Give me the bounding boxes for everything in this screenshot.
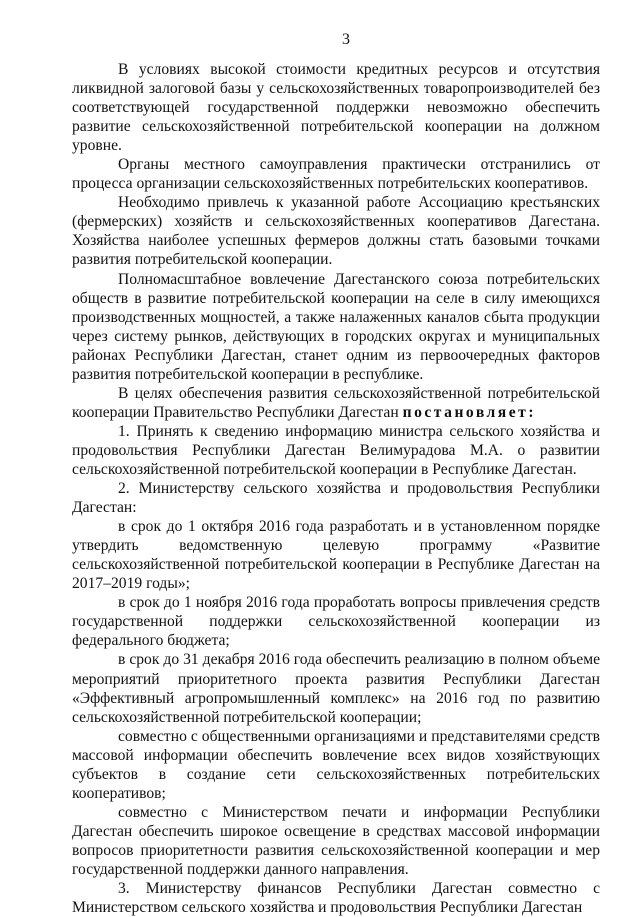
item-2-priority-project: в срок до 31 декабря 2016 года обеспечить реализацию в полном объеме мероприятий приоритетного проекта развития Республики Дагестан «Эффективный агропромышленный комплекс» на 2016 год по развитию сельскохозяйственной потребительской кооперации;	[72, 651, 600, 726]
paragraph-credit-resources: В условиях высокой стоимости кредитных ресурсов и отсутствия ликвидной залоговой базы у сельскохозяйственных товаропроизводителей без соответствующей государственной поддержки невозможно обеспечить развитие сельскохозяйственной потребительской кооперации на должном уровне.	[72, 61, 600, 155]
item-2-ministry-agriculture: 2. Министерству сельского хозяйства и продовольствия Республики Дагестан:	[72, 480, 600, 517]
item-2-media-coverage: совместно с Министерством печати и информации Республики Дагестан обеспечить широкое освещение в средствах массовой информации вопросов приоритетности развития сельскохозяйственной кооперации и мер государственной поддержки данного направления.	[72, 803, 600, 878]
paragraph-resolution-intro	[72, 384, 600, 422]
paragraph-consumer-union: Полномасштабное вовлечение Дагестанского союза потребительских обществ в развитие потребительской кооперации на селе в силу имеющихся производственных мощностей, а также налаженных каналов сбыта продукции через систему рынков, действующих в городских округах и муниципальных районах Республики Дагестан, станет одним из первоочередных факторов развития потребительской кооперации в республике.	[72, 270, 600, 383]
paragraph-farmers-association: Необходимо привлечь к указанной работе Ассоциацию крестьянских (фермерских) хозяйств и сельскохозяйственных кооперативов Дагестана. Хозяйства наиболее успешных фермеров должны стать базовыми точками развития потребительской кооперации.	[72, 194, 600, 269]
page-number: 3	[342, 31, 350, 48]
item-2-program-deadline: в срок до 1 октября 2016 года разработать и в установленном порядке утвердить ведомственную целевую программу «Развитие сельскохозяйственной потребительской кооперации в Республике Дагестан на 2017–2019 годы»;	[72, 518, 600, 593]
item-3-ministry-finance: 3. Министерству финансов Республики Дагестан совместно с Министерством сельского хозяйства и продовольствия Республики Дагестан	[72, 880, 600, 917]
resolution-keyword: постановляет:	[402, 403, 537, 421]
resolution-intro-text: В целях обеспечения развития сельскохозяйственной потребительской кооперации Правительство Республики Дагестан	[72, 384, 600, 421]
paragraph-local-government: Органы местного самоуправления практически отстранились от процесса организации сельскохозяйственных потребительских кооперативов.	[72, 156, 600, 193]
item-2-federal-funding: в срок до 1 ноября 2016 года проработать вопросы привлечения средств государственной поддержки сельскохозяйственной кооперации из федерального бюджета;	[72, 594, 600, 650]
item-1-accept-information: 1. Принять к сведению информацию министра сельского хозяйства и продовольствия Республики Дагестан Велимурадова М.А. о развитии сельскохозяйственной потребительской кооперации в Республике Дагестан.	[72, 422, 600, 478]
item-2-public-organizations: совместно с общественными организациями и представителями средств массовой информации обеспечить вовлечение всех видов хозяйствующих субъектов в создание сети сельскохозяйственных потребительских кооперативов;	[72, 727, 600, 802]
